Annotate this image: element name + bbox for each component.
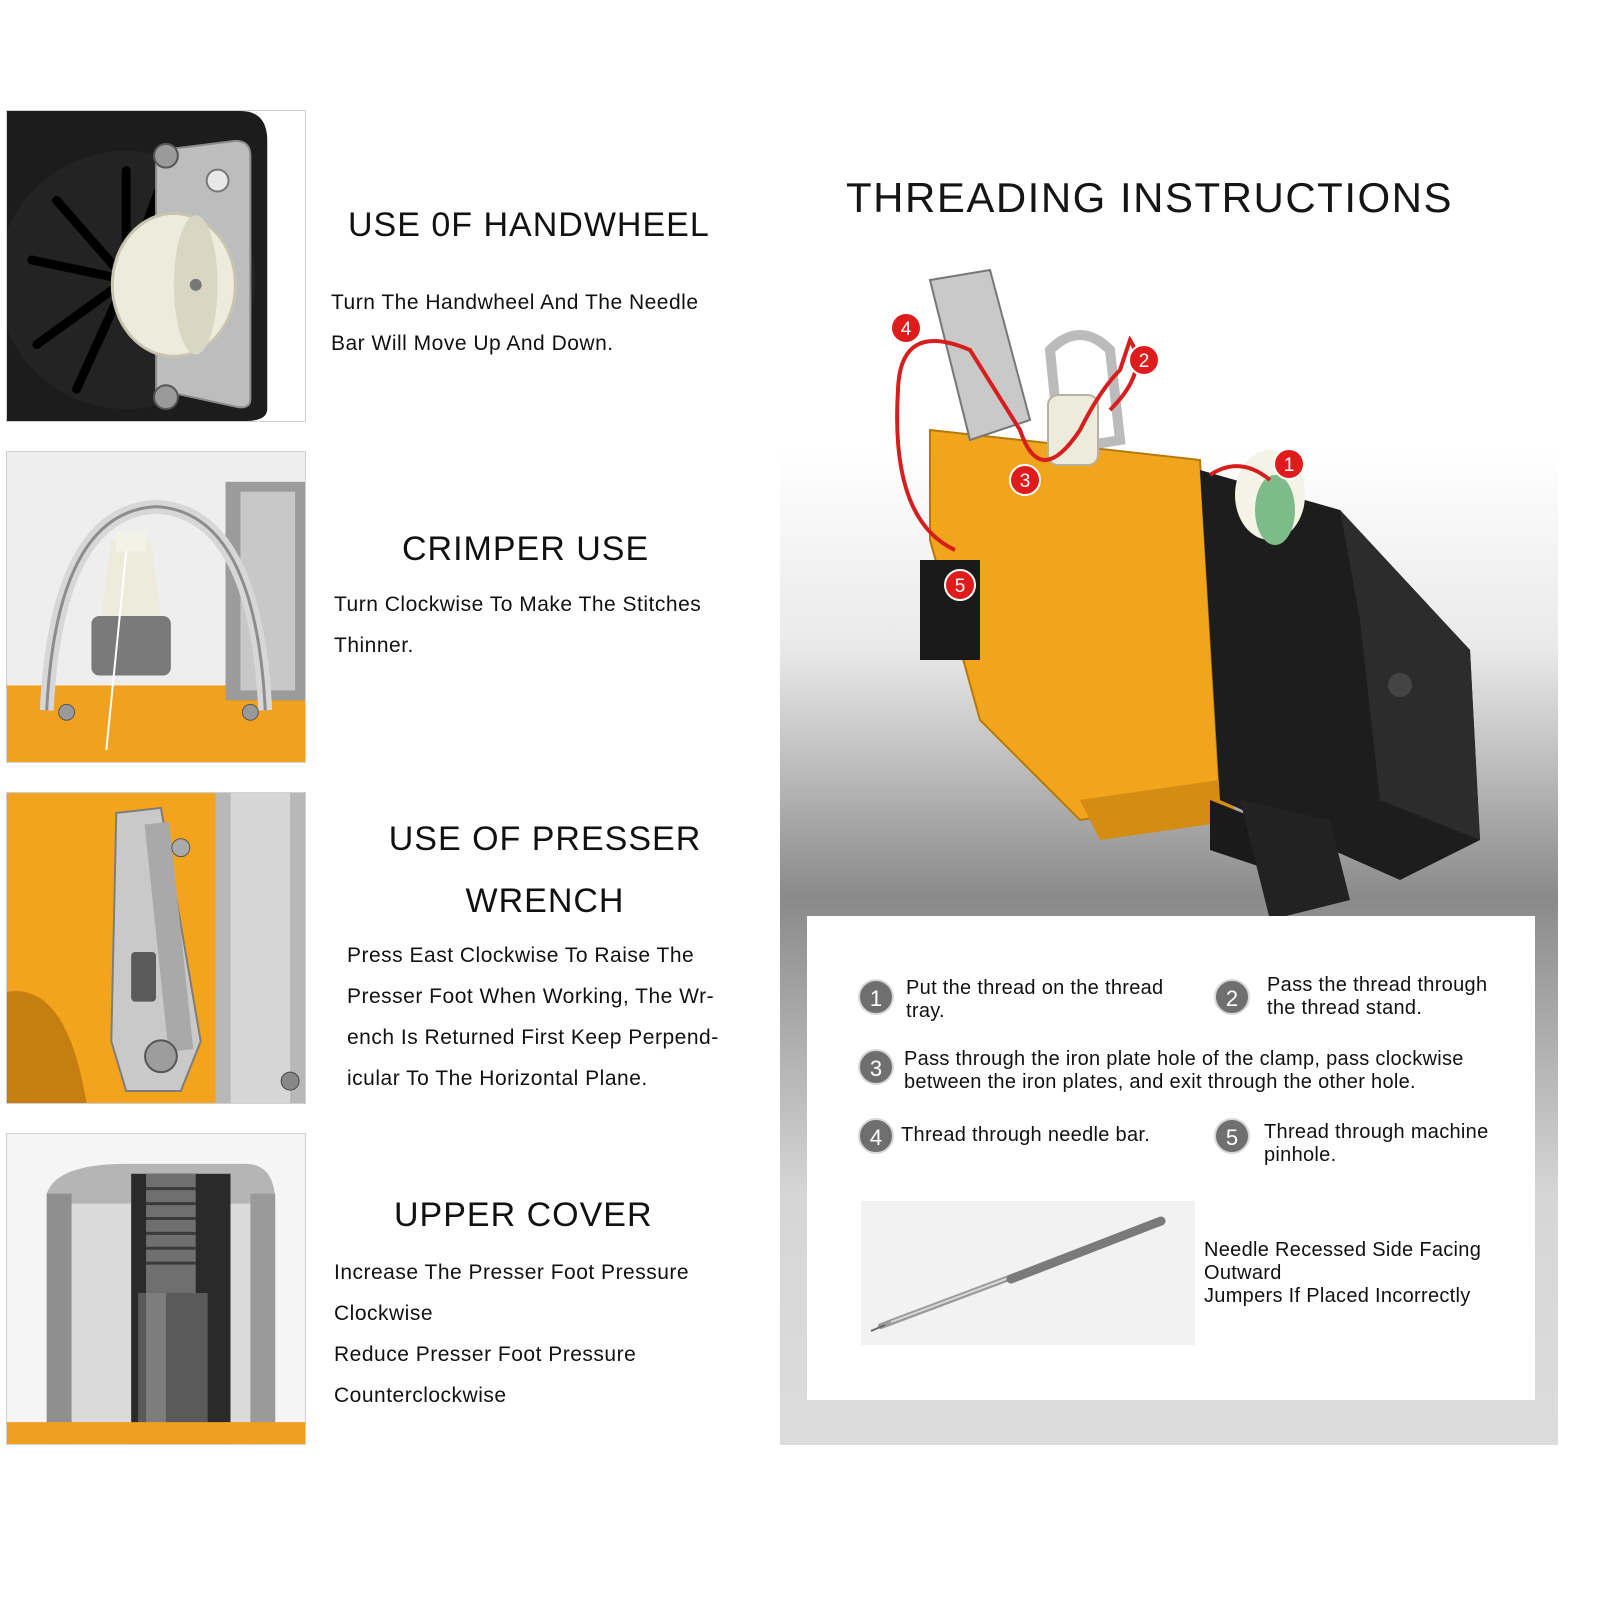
step-text bbox=[906, 977, 1163, 1023]
section-title-crimper: CRIMPER USE bbox=[402, 530, 650, 568]
section-text-crimper bbox=[334, 584, 701, 666]
step-line: Put the thread on the thread bbox=[906, 977, 1164, 999]
handwheel-photo bbox=[6, 110, 306, 422]
text-line: Counterclockwise bbox=[334, 1384, 507, 1407]
text-line: Turn The Handwheel And The Needle bbox=[331, 291, 699, 314]
threading-title: THREADING INSTRUCTIONS bbox=[846, 174, 1454, 221]
text-line: Clockwise bbox=[334, 1302, 434, 1325]
text-line: Increase The Presser Foot Pressure bbox=[334, 1261, 690, 1284]
marker-5: 5 bbox=[944, 569, 976, 601]
note-line: Needle Recessed Side Facing bbox=[1204, 1239, 1482, 1261]
text-line: Turn Clockwise To Make The Stitches bbox=[334, 593, 702, 616]
marker-1: 1 bbox=[1273, 448, 1305, 480]
note-line: Jumpers If Placed Incorrectly bbox=[1204, 1285, 1471, 1307]
section-title-handwheel: USE 0F HANDWHEEL bbox=[348, 206, 710, 244]
presser-wrench-photo bbox=[6, 792, 306, 1104]
step-line: Thread through machine bbox=[1264, 1121, 1489, 1143]
section-title-presser-wrench bbox=[340, 808, 750, 932]
text-line: icular To The Horizontal Plane. bbox=[347, 1067, 648, 1090]
step-text bbox=[901, 1124, 1150, 1147]
needle-note bbox=[1204, 1239, 1481, 1308]
step-text bbox=[1267, 974, 1487, 1020]
step-line: Thread through needle bar. bbox=[901, 1124, 1151, 1146]
section-text-presser-wrench bbox=[347, 935, 719, 1099]
step-line: tray. bbox=[906, 1000, 945, 1022]
step-number: 5 bbox=[1214, 1118, 1250, 1154]
marker-2: 2 bbox=[1128, 344, 1160, 376]
text-line: Presser Foot When Working, The Wr- bbox=[347, 985, 715, 1008]
step-number: 1 bbox=[858, 979, 894, 1015]
section-text-handwheel bbox=[331, 282, 699, 364]
step-number: 2 bbox=[1214, 979, 1250, 1015]
text-line: ench Is Returned First Keep Perpend- bbox=[347, 1026, 719, 1049]
step-line: pinhole. bbox=[1264, 1144, 1337, 1166]
crimper-photo bbox=[6, 451, 306, 763]
step-number: 3 bbox=[858, 1049, 894, 1085]
marker-3: 3 bbox=[1009, 464, 1041, 496]
upper-cover-photo bbox=[6, 1133, 306, 1445]
title-line: USE OF PRESSER bbox=[388, 820, 702, 858]
step-number: 4 bbox=[858, 1118, 894, 1154]
step-line: Pass through the iron plate hole of the clamp, pass clockwise bbox=[904, 1048, 1464, 1070]
step-text bbox=[1264, 1121, 1489, 1167]
step-line: between the iron plates, and exit through the other hole. bbox=[904, 1071, 1416, 1093]
text-line: Thinner. bbox=[334, 634, 414, 657]
text-line: Press East Clockwise To Raise The bbox=[347, 944, 695, 967]
section-title-upper-cover: UPPER COVER bbox=[394, 1196, 653, 1234]
note-line: Outward bbox=[1204, 1262, 1282, 1284]
step-line: Pass the thread through bbox=[1267, 974, 1488, 996]
title-line: WRENCH bbox=[465, 882, 625, 920]
marker-4: 4 bbox=[890, 312, 922, 344]
step-line: the thread stand. bbox=[1267, 997, 1423, 1019]
step-text bbox=[904, 1048, 1464, 1094]
text-line: Bar Will Move Up And Down. bbox=[331, 332, 614, 355]
needle-photo bbox=[861, 1201, 1195, 1345]
section-text-upper-cover bbox=[334, 1252, 689, 1416]
threading-steps-panel bbox=[807, 916, 1535, 1400]
text-line: Reduce Presser Foot Pressure bbox=[334, 1343, 637, 1366]
